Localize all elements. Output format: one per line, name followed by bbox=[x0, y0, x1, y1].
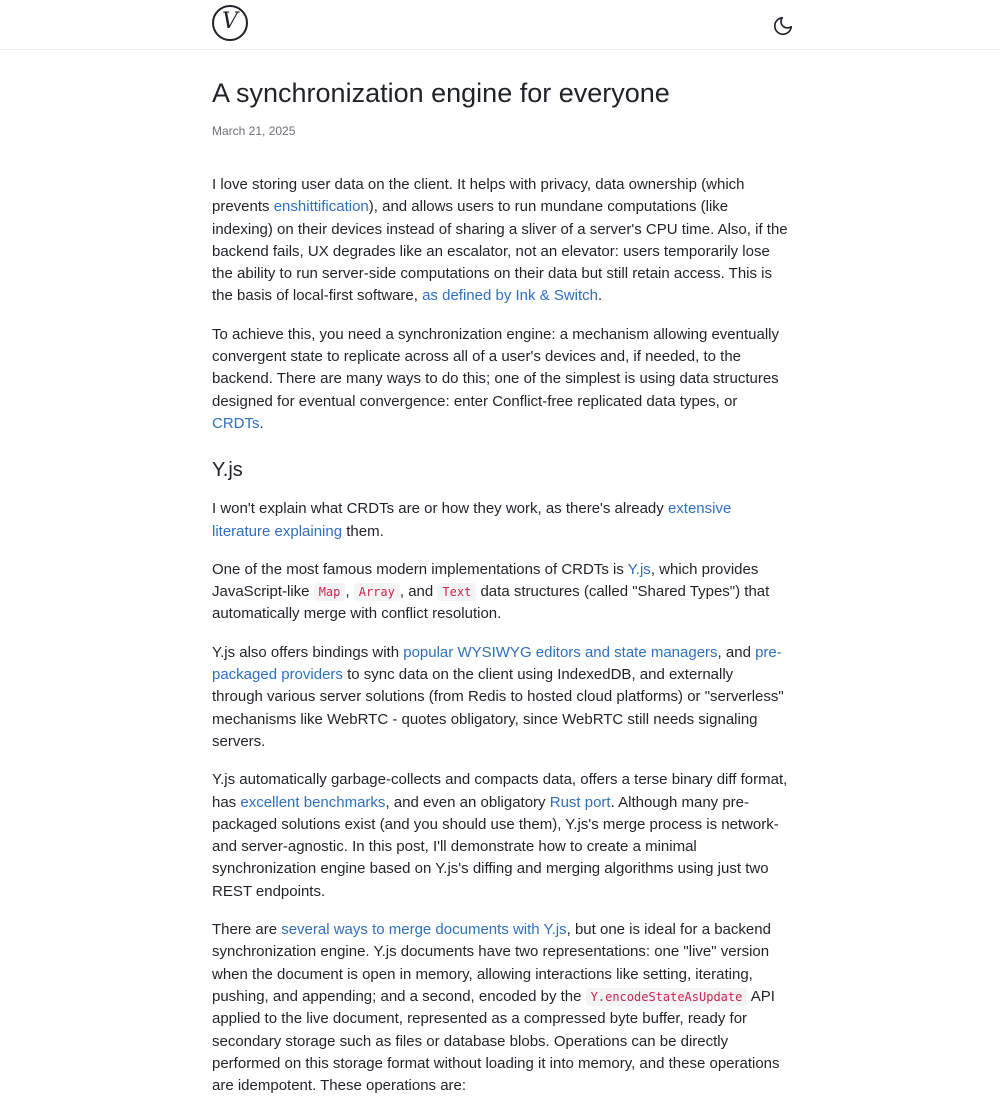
link-enshittification[interactable]: enshittification bbox=[273, 198, 369, 216]
text: , and even an obligatory bbox=[385, 793, 550, 811]
link-yjs[interactable]: Y.js bbox=[627, 560, 651, 578]
code-map: Map bbox=[314, 583, 346, 601]
paragraph-yjs-intro bbox=[212, 559, 788, 626]
link-rust-port[interactable]: Rust port bbox=[549, 793, 611, 811]
logo-glyph: V bbox=[222, 9, 238, 34]
text: Y.js automatically garbage-collects and compacts data, offers a terse binary diff format, has bbox=[212, 771, 788, 811]
paragraph-yjs-bindings bbox=[212, 642, 788, 753]
text: . bbox=[598, 287, 603, 305]
code-text: Text bbox=[437, 583, 476, 601]
text: to sync data on the client using IndexedDB, and externally through various server solutions (from Redis to hosted cloud platforms) or "serverless" mechanisms like WebRTC - quotes obligatory, since WebRTC still needs signaling servers. bbox=[212, 666, 784, 750]
code-array: Array bbox=[354, 583, 400, 601]
text: ), and allows users to run mundane computations (like indexing) on their devices instead of sharing a sliver of a server's CPU time. Also, if the backend fails, UX degrades like an escalator, not an elevator: users temporarily lose the ability to run server-side computations on their data but still retain access. This is the basis of local-first software, bbox=[212, 198, 788, 305]
section-heading-yjs: Y.js bbox=[212, 459, 243, 482]
text: , bbox=[345, 583, 354, 601]
text: There are bbox=[212, 921, 282, 939]
text: I love storing user data on the client. It helps with privacy, data ownership (which prevents bbox=[212, 176, 745, 216]
link-excellent-benchmarks[interactable]: excellent benchmarks bbox=[240, 793, 386, 811]
paragraph-crdt-literature bbox=[212, 498, 788, 543]
text: I won't explain what CRDTs are or how they work, as there's already bbox=[212, 500, 668, 518]
article-body bbox=[212, 174, 788, 1113]
text: . Although many pre-packaged solutions exist (and you should use them), Y.js's merge process is network- and server-agnostic. In this post, I'll demonstrate how to create a minimal synchronization engine based on Y.js's diffing and merging algorithms using just two REST endpoints. bbox=[212, 793, 779, 900]
page-title: A synchronization engine for everyone bbox=[212, 78, 670, 108]
text: One of the most famous modern implementations of CRDTs is bbox=[212, 560, 628, 578]
text: , and bbox=[717, 643, 756, 661]
text: API applied to the live document, represented as a compressed byte buffer, ready for secondary storage such as files or database blobs. Operations can be directly performed on this storage format without loading it into memory, and these operations are idempotent. These operations are: bbox=[212, 987, 780, 1095]
moon-icon[interactable] bbox=[772, 15, 794, 37]
link-ink-and-switch[interactable]: as defined by Ink & Switch bbox=[422, 287, 599, 305]
post-date: March 21, 2025 bbox=[212, 124, 296, 138]
text: data structures (called "Shared Types") that automatically merge with conflict resolution. bbox=[212, 583, 770, 623]
link-pre-packaged-providers[interactable]: pre-packaged providers bbox=[212, 643, 782, 684]
link-merge-documents[interactable]: several ways to merge documents with Y.js bbox=[281, 921, 567, 939]
text: To achieve this, you need a synchronization engine: a mechanism allowing eventually convergent state to replicate across all of a user's devices and, if needed, to the backend. There are many ways to do this; one of the simplest is using data structures designed for eventual convergence: enter Conflict-free replicated data types, or bbox=[212, 325, 780, 410]
link-crdts[interactable]: CRDTs bbox=[212, 414, 260, 432]
link-extensive-literature[interactable]: extensive literature explaining bbox=[212, 500, 732, 540]
paragraph-sync-engine bbox=[212, 324, 788, 435]
code-encode-state-as-update: Y.encodeStateAsUpdate bbox=[586, 988, 748, 1006]
paragraph-yjs-features bbox=[212, 769, 788, 903]
link-wysiwyg-editors[interactable]: popular WYSIWYG editors and state managers bbox=[403, 643, 718, 661]
text: them. bbox=[342, 522, 384, 540]
text: , which provides JavaScript-like bbox=[212, 560, 759, 601]
text: , but one is ideal for a backend synchronization engine. Y.js documents have two representations: one "live" version when the document is open in memory, allowing interactions like setting, iterating, pushing, and appending; and a second, encoded by the bbox=[212, 921, 771, 1005]
top-bar bbox=[0, 0, 1000, 50]
text: . bbox=[259, 414, 264, 432]
paragraph-intro bbox=[212, 174, 788, 308]
text: , and bbox=[399, 583, 438, 601]
text: Y.js also offers bindings with bbox=[212, 643, 404, 661]
paragraph-merge-documents bbox=[212, 919, 788, 1097]
site-logo[interactable] bbox=[212, 5, 248, 41]
